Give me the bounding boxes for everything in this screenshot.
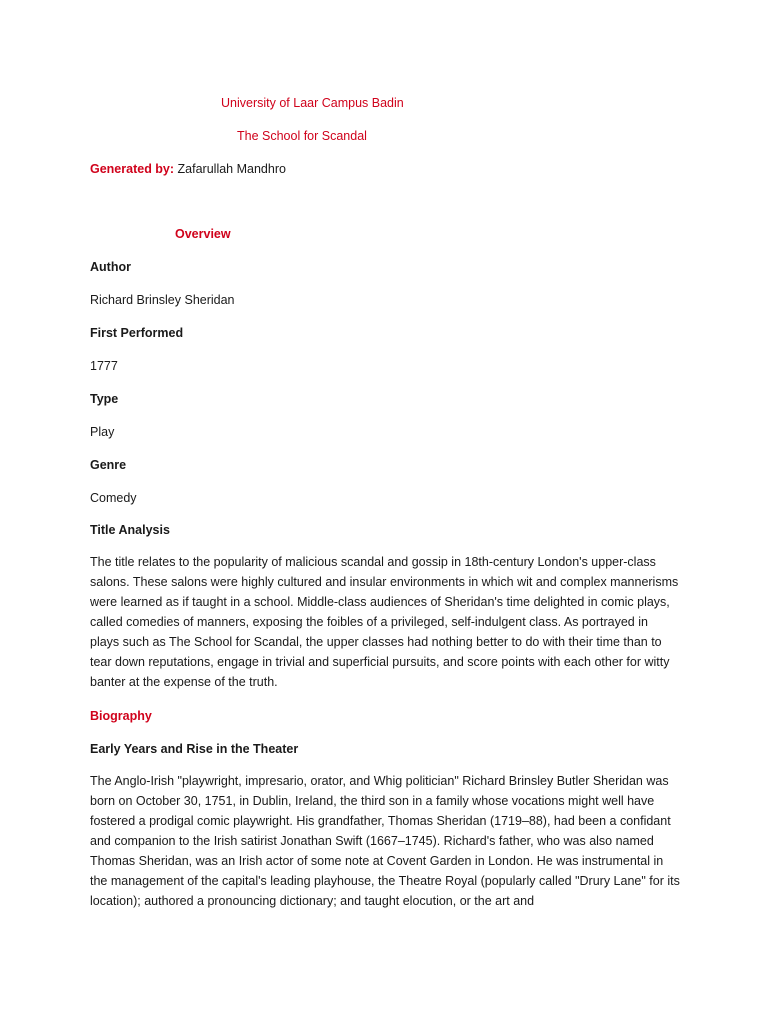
biography-subheading: Early Years and Rise in the Theater	[90, 742, 299, 756]
document-title: The School for Scandal	[237, 129, 367, 143]
university-title: University of Laar Campus Badin	[221, 96, 404, 110]
first-performed-value: 1777	[90, 359, 118, 373]
generated-by-line	[90, 161, 286, 177]
biography-paragraph: The Anglo-Irish "playwright, impresario, orator, and Whig politician" Richard Brinsley Butler Sheridan was born on October 30, 1751, in Dublin, Ireland, the third son in a family whose vocations might well have fostered a prodigal comic playwright. His grandfather, Thomas Sheridan (1719–88), had been a confidant and companion to the Irish satirist Jonathan Swift (1667–1745). Richard's father, who was also named Thomas Sheridan, was an Irish actor of some note at Covent Garden in London. He was instrumental in the management of the capital's leading playhouse, the Theatre Royal (popularly called "Drury Lane" for its location); authored a pronouncing dictionary; and taught elocution, or the art and	[90, 774, 680, 908]
overview-heading: Overview	[175, 227, 231, 241]
title-analysis-paragraph: The title relates to the popularity of malicious scandal and gossip in 18th-century London's upper-class salons. These salons were highly cultured and insular environments in which wit and complex mannerisms were learned as if taught in a school. Middle-class audiences of Sheridan's time delighted in comic plays, called comedies of manners, exposing the foibles of a privileged, self-indulgent class. As portrayed in plays such as The School for Scandal, the upper classes had nothing better to do with their time than to tear down reputations, engage in trivial and superficial pursuits, and score points with each other for witty banter at the expense of the truth.	[90, 555, 679, 689]
first-performed-label: First Performed	[90, 326, 184, 340]
author-value: Richard Brinsley Sheridan	[90, 293, 235, 307]
author-label: Author	[90, 260, 131, 274]
title-analysis-label: Title Analysis	[90, 523, 170, 537]
genre-value: Comedy	[90, 491, 137, 505]
biography-heading: Biography	[90, 709, 152, 723]
type-value: Play	[90, 425, 115, 439]
generated-by-label: Generated by:	[90, 162, 175, 176]
generated-by-name: Zafarullah Mandhro	[177, 162, 286, 176]
genre-label: Genre	[90, 458, 127, 472]
type-label: Type	[90, 392, 119, 406]
